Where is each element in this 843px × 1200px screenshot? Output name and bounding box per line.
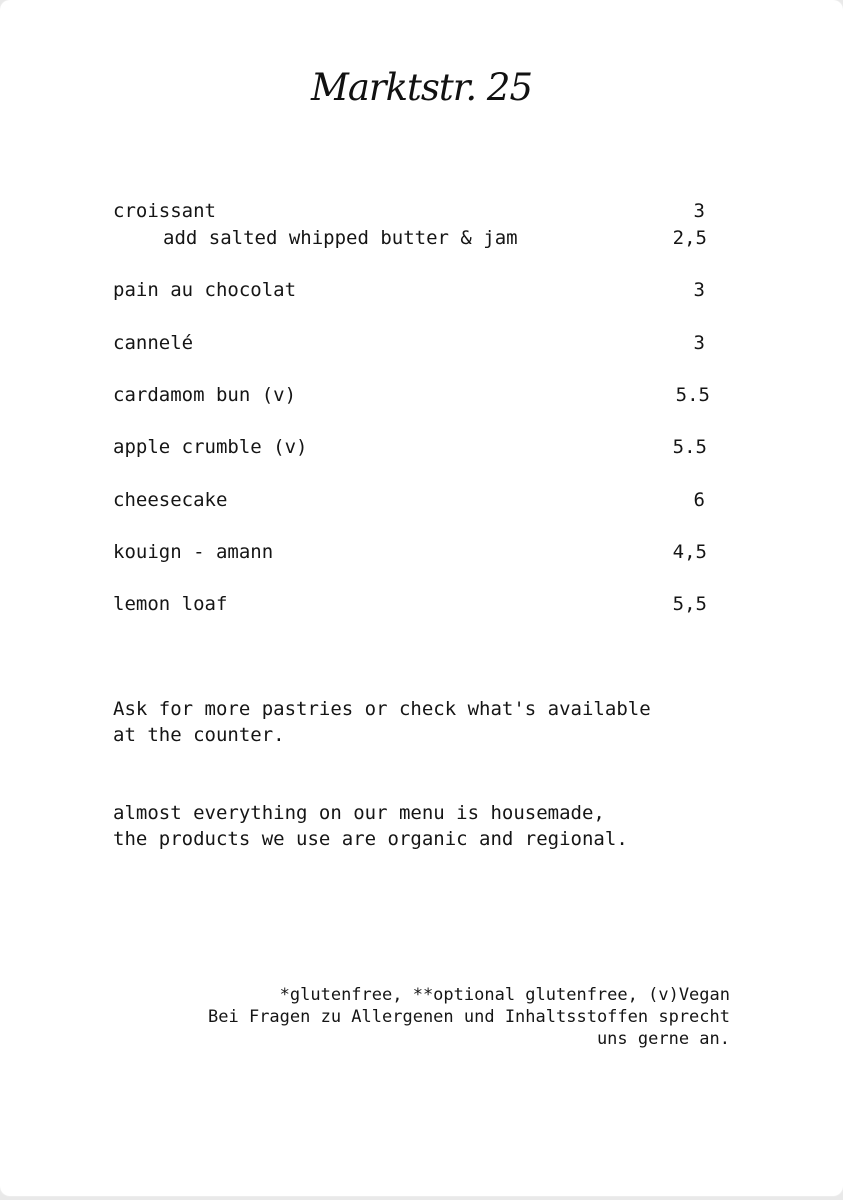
- menu-item-name: croissant: [113, 200, 216, 222]
- menu-item-price: 2,5: [672, 227, 707, 249]
- menu-item-price: 6: [693, 489, 705, 511]
- menu-item-name: cheesecake: [113, 489, 228, 511]
- availability-note-line: at the counter.: [113, 724, 285, 746]
- menu-item-price: 5,5: [672, 593, 707, 615]
- menu-item-price: 3: [693, 279, 705, 301]
- allergen-info-line: uns gerne an.: [596, 1029, 730, 1049]
- menu-item-name: lemon loaf: [113, 593, 228, 615]
- menu-item-name: cardamom bun (v): [113, 384, 297, 406]
- menu-item-price: 5.5: [672, 436, 707, 458]
- sourcing-note: [113, 800, 733, 852]
- menu-item-price: 3: [693, 332, 705, 354]
- allergen-info-line: Bei Fragen zu Allergenen und Inhaltsstoffen sprecht: [208, 1007, 730, 1027]
- menu-item-kouign-amann: [113, 539, 713, 565]
- availability-note-line: Ask for more pastries or check what's available: [113, 698, 651, 720]
- menu-item-lemon-loaf: [113, 591, 713, 617]
- sourcing-note-line: the products we use are organic and regional.: [113, 828, 628, 850]
- availability-note: [113, 696, 733, 748]
- menu-item-name: add salted whipped butter & jam: [163, 227, 518, 249]
- menu-item-price: 3: [693, 200, 705, 222]
- menu-item-cheesecake: [113, 487, 713, 513]
- menu-item-name: kouign - amann: [113, 541, 274, 563]
- menu-item-croissant: [113, 198, 713, 224]
- menu-item-price: 5.5: [675, 384, 710, 406]
- menu-item-addon-butter-jam: [163, 225, 713, 251]
- menu-item-cardamom-bun: [113, 382, 713, 408]
- allergen-legend: *glutenfree, **optional glutenfree, (v)Vegan: [279, 985, 730, 1005]
- menu-item-name: pain au chocolat: [113, 279, 297, 301]
- menu-item-price: 4,5: [672, 541, 707, 563]
- sourcing-note-line: almost everything on our menu is housemade,: [113, 802, 605, 824]
- menu-item-pain-au-chocolat: [113, 277, 713, 303]
- menu-item-name: apple crumble (v): [113, 436, 308, 458]
- menu-item-apple-crumble: [113, 434, 713, 460]
- page-title: Marktstr. 25: [310, 66, 532, 109]
- allergen-footer: [110, 984, 730, 1050]
- menu-item-cannele: [113, 330, 713, 356]
- menu-item-name: cannelé: [113, 332, 194, 354]
